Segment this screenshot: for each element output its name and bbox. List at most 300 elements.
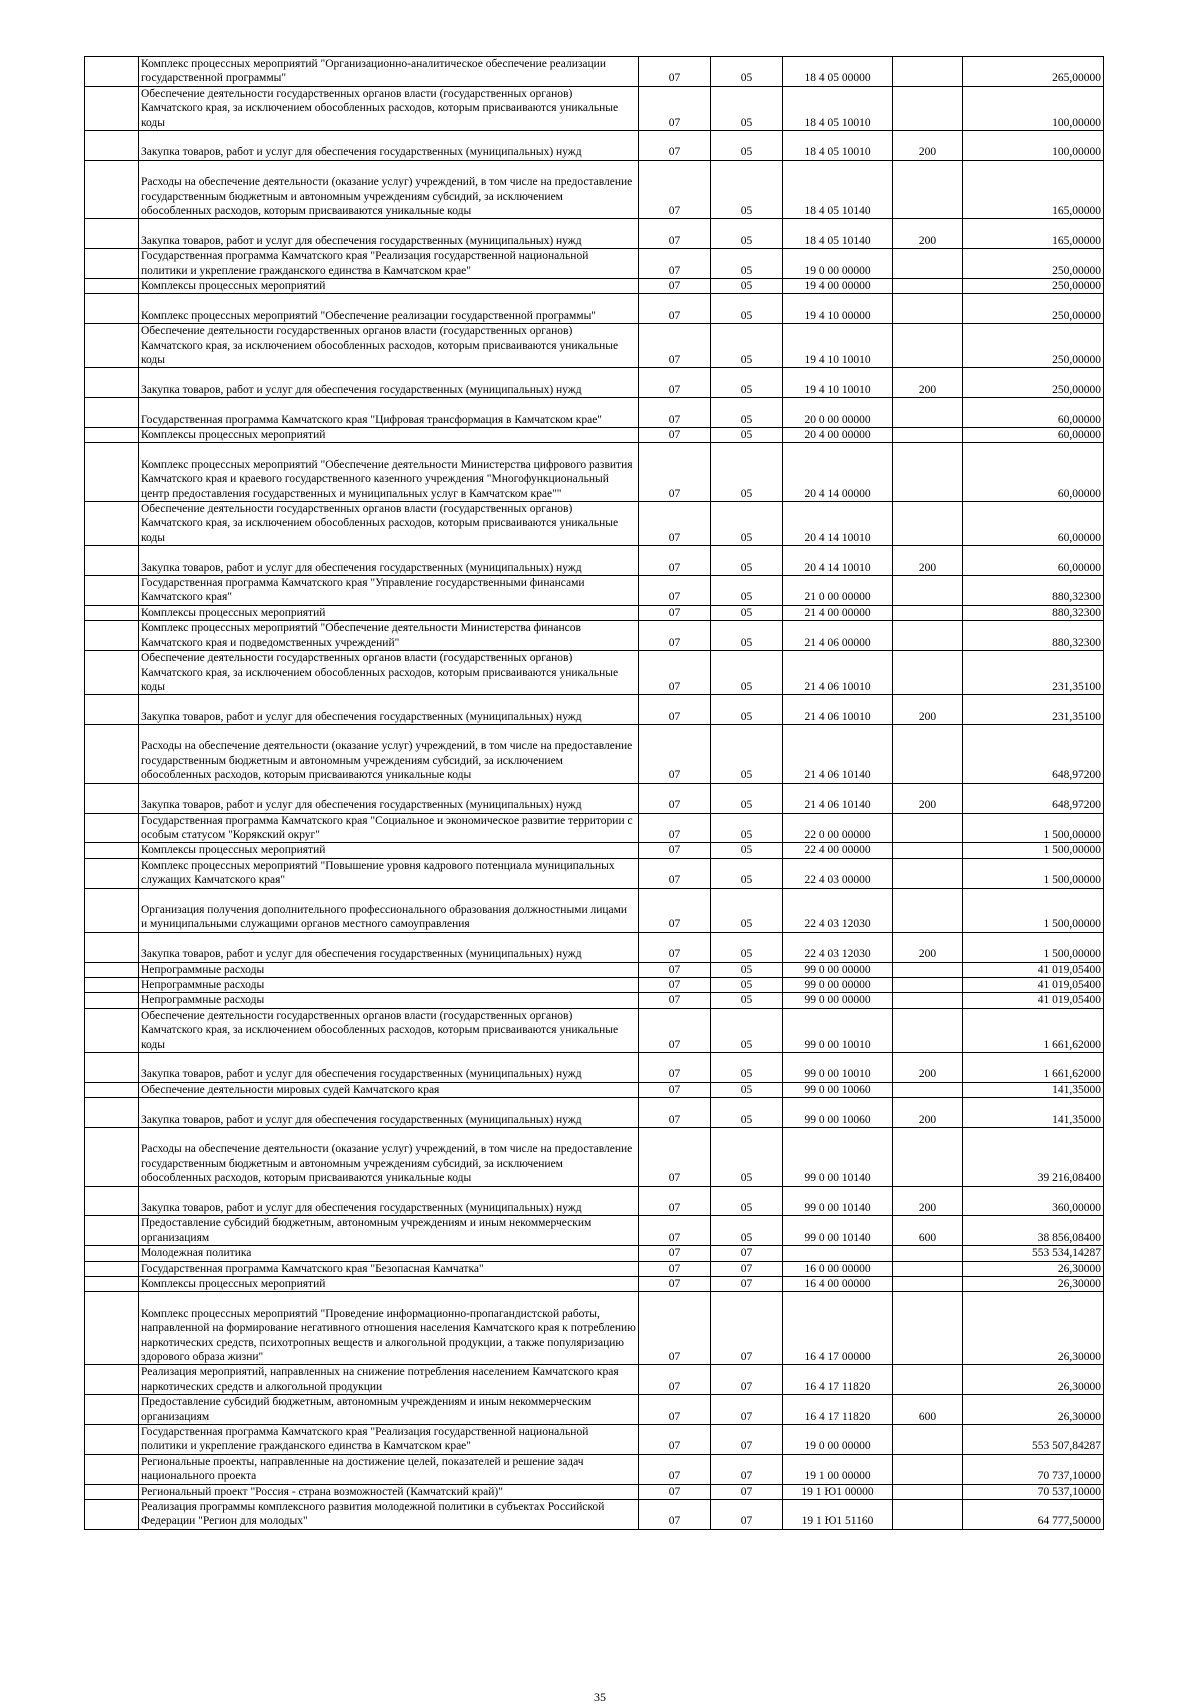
target-article-cell: 22 4 00 00000	[783, 843, 893, 858]
expense-type-cell: 200	[893, 131, 963, 161]
target-article-cell: 22 4 03 00000	[783, 858, 893, 888]
subsection-code-cell: 05	[711, 324, 783, 368]
section-code-cell: 07	[639, 502, 711, 546]
subsection-code-cell: 05	[711, 932, 783, 962]
target-article-cell: 22 0 00 00000	[783, 813, 893, 843]
target-article-cell: 99 0 00 10010	[783, 1052, 893, 1082]
section-code-cell: 07	[639, 279, 711, 294]
expense-name-cell: Комплекс процессных мероприятий "Обеспечение деятельности Министерства цифрового развития Камчатского края и краевого государственного казенного учреждения "Многофункциональный центр предоставления государственных и муниципальных услуг в Камчатском крае""	[139, 443, 639, 502]
target-article-cell: 16 4 17 11820	[783, 1395, 893, 1425]
expense-name-cell: Комплекс процессных мероприятий "Обеспечение реализации государственной программы"	[139, 294, 639, 324]
target-article-cell: 99 0 00 10010	[783, 1008, 893, 1052]
row-number-cell	[85, 783, 139, 813]
subsection-code-cell: 05	[711, 160, 783, 219]
row-number-cell	[85, 1261, 139, 1276]
row-number-cell	[85, 86, 139, 130]
expense-name-cell: Предоставление субсидий бюджетным, автономным учреждениям и иным некоммерческим организациям	[139, 1216, 639, 1246]
expense-name-cell: Молодежная политика	[139, 1246, 639, 1261]
page-number: 35	[594, 1690, 606, 1704]
amount-cell: 165,00000	[963, 219, 1104, 249]
amount-cell: 41 019,05400	[963, 977, 1104, 992]
target-article-cell: 19 4 10 10010	[783, 324, 893, 368]
table-row	[85, 1052, 1104, 1082]
row-number-cell	[85, 428, 139, 443]
subsection-code-cell: 05	[711, 1098, 783, 1128]
table-row	[85, 1082, 1104, 1097]
expense-name-cell: Закупка товаров, работ и услуг для обеспечения государственных (муниципальных) нужд	[139, 1052, 639, 1082]
section-code-cell: 07	[639, 858, 711, 888]
expense-type-cell	[893, 888, 963, 932]
expense-type-cell	[893, 651, 963, 695]
amount-cell: 250,00000	[963, 368, 1104, 398]
table-row	[85, 1425, 1104, 1455]
target-article-cell: 16 0 00 00000	[783, 1261, 893, 1276]
target-article-cell: 16 4 17 00000	[783, 1292, 893, 1365]
amount-cell: 141,35000	[963, 1082, 1104, 1097]
section-code-cell: 07	[639, 576, 711, 606]
subsection-code-cell: 05	[711, 813, 783, 843]
subsection-code-cell: 05	[711, 294, 783, 324]
amount-cell: 26,30000	[963, 1276, 1104, 1291]
expense-type-cell: 600	[893, 1216, 963, 1246]
subsection-code-cell: 05	[711, 1082, 783, 1097]
expense-name-cell: Закупка товаров, работ и услуг для обеспечения государственных (муниципальных) нужд	[139, 1098, 639, 1128]
expense-name-cell: Непрограммные расходы	[139, 993, 639, 1008]
table-row	[85, 1454, 1104, 1484]
target-article-cell: 20 4 14 10010	[783, 502, 893, 546]
target-article-cell	[783, 1246, 893, 1261]
amount-cell: 60,00000	[963, 546, 1104, 576]
target-article-cell: 99 0 00 00000	[783, 962, 893, 977]
expense-type-cell	[893, 858, 963, 888]
amount-cell: 880,32300	[963, 621, 1104, 651]
expense-type-cell	[893, 1276, 963, 1291]
section-code-cell: 07	[639, 962, 711, 977]
target-article-cell: 99 0 00 10060	[783, 1098, 893, 1128]
amount-cell: 1 500,00000	[963, 813, 1104, 843]
table-row	[85, 249, 1104, 279]
target-article-cell: 20 4 14 00000	[783, 443, 893, 502]
expense-type-cell	[893, 324, 963, 368]
table-row	[85, 977, 1104, 992]
row-number-cell	[85, 1216, 139, 1246]
table-row	[85, 428, 1104, 443]
amount-cell: 38 856,08400	[963, 1216, 1104, 1246]
section-code-cell: 07	[639, 1276, 711, 1291]
subsection-code-cell: 05	[711, 1186, 783, 1216]
amount-cell: 60,00000	[963, 398, 1104, 428]
expense-name-cell: Государственная программа Камчатского края "Реализация государственной национальной политики и укрепление гражданского единства в Камчатском крае"	[139, 1425, 639, 1455]
row-number-cell	[85, 621, 139, 651]
row-number-cell	[85, 1186, 139, 1216]
table-row	[85, 1127, 1104, 1186]
target-article-cell: 21 4 00 00000	[783, 605, 893, 620]
row-number-cell	[85, 57, 139, 87]
expense-name-cell: Обеспечение деятельности государственных органов власти (государственных органов) Камчатского края, за исключением обособленных расходов, которым присваиваются уникальные коды	[139, 651, 639, 695]
table-row	[85, 993, 1104, 1008]
expense-type-cell: 200	[893, 546, 963, 576]
expense-name-cell: Расходы на обеспечение деятельности (оказание услуг) учреждений, в том числе на предоставление государственным бюджетным и автономным учреждениям субсидий, за исключением обособленных расходов, которым присваиваются уникальные коды	[139, 1127, 639, 1186]
target-article-cell: 19 0 00 00000	[783, 1425, 893, 1455]
table-row	[85, 443, 1104, 502]
expense-type-cell	[893, 502, 963, 546]
section-code-cell: 07	[639, 977, 711, 992]
row-number-cell	[85, 1292, 139, 1365]
section-code-cell: 07	[639, 443, 711, 502]
target-article-cell: 99 0 00 10140	[783, 1186, 893, 1216]
section-code-cell: 07	[639, 1454, 711, 1484]
subsection-code-cell: 05	[711, 977, 783, 992]
expense-type-cell	[893, 1365, 963, 1395]
amount-cell: 250,00000	[963, 279, 1104, 294]
expense-name-cell: Расходы на обеспечение деятельности (оказание услуг) учреждений, в том числе на предоставление государственным бюджетным и автономным учреждениям субсидий, за исключением обособленных расходов, которым присваиваются уникальные коды	[139, 160, 639, 219]
section-code-cell: 07	[639, 621, 711, 651]
amount-cell: 250,00000	[963, 294, 1104, 324]
expense-name-cell: Предоставление субсидий бюджетным, автономным учреждениям и иным некоммерческим организациям	[139, 1395, 639, 1425]
amount-cell: 26,30000	[963, 1395, 1104, 1425]
expense-type-cell	[893, 843, 963, 858]
amount-cell: 553 507,84287	[963, 1425, 1104, 1455]
subsection-code-cell: 05	[711, 443, 783, 502]
table-row	[85, 858, 1104, 888]
table-row	[85, 695, 1104, 725]
amount-cell: 553 534,14287	[963, 1246, 1104, 1261]
section-code-cell: 07	[639, 605, 711, 620]
amount-cell: 26,30000	[963, 1292, 1104, 1365]
section-code-cell: 07	[639, 888, 711, 932]
section-code-cell: 07	[639, 131, 711, 161]
row-number-cell	[85, 605, 139, 620]
expense-name-cell: Обеспечение деятельности мировых судей Камчатского края	[139, 1082, 639, 1097]
section-code-cell: 07	[639, 1365, 711, 1395]
expense-name-cell: Обеспечение деятельности государственных органов власти (государственных органов) Камчатского края, за исключением обособленных расходов, которым присваиваются уникальные коды	[139, 502, 639, 546]
table-row	[85, 398, 1104, 428]
table-row	[85, 279, 1104, 294]
row-number-cell	[85, 279, 139, 294]
target-article-cell: 16 4 00 00000	[783, 1276, 893, 1291]
target-article-cell: 21 4 06 10140	[783, 725, 893, 784]
table-row	[85, 605, 1104, 620]
expense-type-cell	[893, 993, 963, 1008]
row-number-cell	[85, 1052, 139, 1082]
subsection-code-cell: 05	[711, 428, 783, 443]
subsection-code-cell: 07	[711, 1484, 783, 1499]
subsection-code-cell: 05	[711, 1052, 783, 1082]
target-article-cell: 21 0 00 00000	[783, 576, 893, 606]
subsection-code-cell: 05	[711, 279, 783, 294]
table-row	[85, 86, 1104, 130]
subsection-code-cell: 07	[711, 1454, 783, 1484]
table-row	[85, 1395, 1104, 1425]
expense-type-cell: 200	[893, 1052, 963, 1082]
subsection-code-cell: 05	[711, 249, 783, 279]
subsection-code-cell: 07	[711, 1261, 783, 1276]
subsection-code-cell: 05	[711, 1127, 783, 1186]
table-row	[85, 160, 1104, 219]
expense-name-cell: Государственная программа Камчатского края "Социальное и экономическое развитие территории с особым статусом "Корякский округ"	[139, 813, 639, 843]
subsection-code-cell: 05	[711, 1216, 783, 1246]
expense-type-cell	[893, 160, 963, 219]
section-code-cell: 07	[639, 1246, 711, 1261]
subsection-code-cell: 05	[711, 783, 783, 813]
expense-name-cell: Комплексы процессных мероприятий	[139, 605, 639, 620]
expense-type-cell	[893, 1246, 963, 1261]
row-number-cell	[85, 993, 139, 1008]
expense-type-cell	[893, 621, 963, 651]
subsection-code-cell: 05	[711, 993, 783, 1008]
row-number-cell	[85, 962, 139, 977]
amount-cell: 70 537,10000	[963, 1484, 1104, 1499]
table-row	[85, 57, 1104, 87]
target-article-cell: 18 4 05 00000	[783, 57, 893, 87]
expense-type-cell: 200	[893, 695, 963, 725]
row-number-cell	[85, 977, 139, 992]
amount-cell: 39 216,08400	[963, 1127, 1104, 1186]
row-number-cell	[85, 1098, 139, 1128]
expense-type-cell	[893, 294, 963, 324]
amount-cell: 60,00000	[963, 502, 1104, 546]
subsection-code-cell: 05	[711, 1008, 783, 1052]
expense-name-cell: Государственная программа Камчатского края "Цифровая трансформация в Камчатском крае"	[139, 398, 639, 428]
target-article-cell: 21 4 06 10140	[783, 783, 893, 813]
expense-type-cell: 200	[893, 1186, 963, 1216]
expense-type-cell	[893, 1484, 963, 1499]
expense-type-cell	[893, 86, 963, 130]
table-row	[85, 576, 1104, 606]
table-row	[85, 725, 1104, 784]
expense-name-cell: Расходы на обеспечение деятельности (оказание услуг) учреждений, в том числе на предоставление государственным бюджетным и автономным учреждениям субсидий, за исключением обособленных расходов, которым присваиваются уникальные коды	[139, 725, 639, 784]
target-article-cell: 16 4 17 11820	[783, 1365, 893, 1395]
subsection-code-cell: 05	[711, 651, 783, 695]
table-row	[85, 219, 1104, 249]
section-code-cell: 07	[639, 843, 711, 858]
section-code-cell: 07	[639, 651, 711, 695]
section-code-cell: 07	[639, 1261, 711, 1276]
table-row	[85, 1008, 1104, 1052]
table-row	[85, 783, 1104, 813]
target-article-cell: 19 4 00 00000	[783, 279, 893, 294]
section-code-cell: 07	[639, 1292, 711, 1365]
amount-cell: 648,97200	[963, 783, 1104, 813]
target-article-cell: 19 0 00 00000	[783, 249, 893, 279]
table-row	[85, 888, 1104, 932]
expense-type-cell	[893, 1425, 963, 1455]
expense-name-cell: Комплексы процессных мероприятий	[139, 1276, 639, 1291]
expense-type-cell	[893, 977, 963, 992]
target-article-cell: 19 1 Ю1 51160	[783, 1500, 893, 1530]
expense-name-cell: Государственная программа Камчатского края "Управление государственными финансами Камчатского края"	[139, 576, 639, 606]
target-article-cell: 22 4 03 12030	[783, 932, 893, 962]
expense-name-cell: Закупка товаров, работ и услуг для обеспечения государственных (муниципальных) нужд	[139, 695, 639, 725]
target-article-cell: 20 4 00 00000	[783, 428, 893, 443]
subsection-code-cell: 07	[711, 1246, 783, 1261]
expense-type-cell	[893, 1261, 963, 1276]
subsection-code-cell: 07	[711, 1425, 783, 1455]
row-number-cell	[85, 219, 139, 249]
subsection-code-cell: 05	[711, 725, 783, 784]
budget-table-body	[85, 57, 1104, 1530]
table-row	[85, 1365, 1104, 1395]
expense-type-cell	[893, 1292, 963, 1365]
expense-type-cell	[893, 1082, 963, 1097]
amount-cell: 1 661,62000	[963, 1052, 1104, 1082]
table-row	[85, 1098, 1104, 1128]
subsection-code-cell: 05	[711, 502, 783, 546]
row-number-cell	[85, 1484, 139, 1499]
table-row	[85, 813, 1104, 843]
row-number-cell	[85, 813, 139, 843]
subsection-code-cell: 07	[711, 1292, 783, 1365]
expense-name-cell: Непрограммные расходы	[139, 977, 639, 992]
subsection-code-cell: 05	[711, 576, 783, 606]
row-number-cell	[85, 695, 139, 725]
table-row	[85, 932, 1104, 962]
section-code-cell: 07	[639, 783, 711, 813]
row-number-cell	[85, 1127, 139, 1186]
amount-cell: 64 777,50000	[963, 1500, 1104, 1530]
row-number-cell	[85, 398, 139, 428]
row-number-cell	[85, 1425, 139, 1455]
row-number-cell	[85, 1365, 139, 1395]
target-article-cell: 18 4 05 10010	[783, 86, 893, 130]
subsection-code-cell: 05	[711, 219, 783, 249]
amount-cell: 265,00000	[963, 57, 1104, 87]
expense-name-cell: Региональные проекты, направленные на достижение целей, показателей и решение задач национального проекта	[139, 1454, 639, 1484]
expense-name-cell: Комплекс процессных мероприятий "Проведение информационно-пропагандистской работы, направленной на формирование негативного отношения населения Камчатского края к потреблению наркотических средств, психотропных веществ и алкогольной продукции, а также популяризацию здорового образа жизни"	[139, 1292, 639, 1365]
target-article-cell: 99 0 00 10060	[783, 1082, 893, 1097]
target-article-cell: 19 4 10 00000	[783, 294, 893, 324]
table-row	[85, 962, 1104, 977]
amount-cell: 165,00000	[963, 160, 1104, 219]
subsection-code-cell: 05	[711, 368, 783, 398]
section-code-cell: 07	[639, 1484, 711, 1499]
expense-name-cell: Закупка товаров, работ и услуг для обеспечения государственных (муниципальных) нужд	[139, 932, 639, 962]
budget-table	[84, 56, 1104, 1530]
expense-name-cell: Закупка товаров, работ и услуг для обеспечения государственных (муниципальных) нужд	[139, 546, 639, 576]
section-code-cell: 07	[639, 1098, 711, 1128]
row-number-cell	[85, 843, 139, 858]
expense-type-cell	[893, 398, 963, 428]
table-row	[85, 1500, 1104, 1530]
section-code-cell: 07	[639, 86, 711, 130]
expense-name-cell: Закупка товаров, работ и услуг для обеспечения государственных (муниципальных) нужд	[139, 783, 639, 813]
expense-type-cell	[893, 1454, 963, 1484]
row-number-cell	[85, 443, 139, 502]
expense-name-cell: Непрограммные расходы	[139, 962, 639, 977]
table-row	[85, 651, 1104, 695]
target-article-cell: 18 4 05 10010	[783, 131, 893, 161]
expense-type-cell	[893, 813, 963, 843]
row-number-cell	[85, 324, 139, 368]
row-number-cell	[85, 1500, 139, 1530]
expense-name-cell: Государственная программа Камчатского края "Реализация государственной национальной политики и укрепление гражданского единства в Камчатском крае"	[139, 249, 639, 279]
expense-name-cell: Комплексы процессных мероприятий	[139, 279, 639, 294]
expense-type-cell	[893, 57, 963, 87]
section-code-cell: 07	[639, 1008, 711, 1052]
expense-type-cell: 200	[893, 783, 963, 813]
expense-type-cell	[893, 725, 963, 784]
expense-type-cell	[893, 1008, 963, 1052]
expense-name-cell: Закупка товаров, работ и услуг для обеспечения государственных (муниципальных) нужд	[139, 131, 639, 161]
target-article-cell: 22 4 03 12030	[783, 888, 893, 932]
table-row	[85, 294, 1104, 324]
section-code-cell: 07	[639, 725, 711, 784]
target-article-cell: 18 4 05 10140	[783, 160, 893, 219]
target-article-cell: 21 4 06 00000	[783, 621, 893, 651]
table-row	[85, 1276, 1104, 1291]
row-number-cell	[85, 1082, 139, 1097]
amount-cell: 41 019,05400	[963, 962, 1104, 977]
row-number-cell	[85, 131, 139, 161]
table-row	[85, 621, 1104, 651]
section-code-cell: 07	[639, 398, 711, 428]
expense-type-cell: 200	[893, 219, 963, 249]
section-code-cell: 07	[639, 1425, 711, 1455]
amount-cell: 100,00000	[963, 131, 1104, 161]
expense-type-cell: 200	[893, 1098, 963, 1128]
expense-name-cell: Государственная программа Камчатского края "Безопасная Камчатка"	[139, 1261, 639, 1276]
row-number-cell	[85, 1395, 139, 1425]
subsection-code-cell: 05	[711, 695, 783, 725]
subsection-code-cell: 05	[711, 86, 783, 130]
amount-cell: 1 500,00000	[963, 858, 1104, 888]
amount-cell: 231,35100	[963, 695, 1104, 725]
expense-name-cell: Комплексы процессных мероприятий	[139, 843, 639, 858]
amount-cell: 1 500,00000	[963, 932, 1104, 962]
expense-type-cell	[893, 1127, 963, 1186]
subsection-code-cell: 07	[711, 1365, 783, 1395]
target-article-cell: 99 0 00 10140	[783, 1127, 893, 1186]
expense-type-cell	[893, 279, 963, 294]
section-code-cell: 07	[639, 546, 711, 576]
table-row	[85, 324, 1104, 368]
subsection-code-cell: 05	[711, 888, 783, 932]
table-row	[85, 1484, 1104, 1499]
table-row	[85, 368, 1104, 398]
subsection-code-cell: 05	[711, 57, 783, 87]
row-number-cell	[85, 1454, 139, 1484]
subsection-code-cell: 05	[711, 858, 783, 888]
row-number-cell	[85, 249, 139, 279]
section-code-cell: 07	[639, 1082, 711, 1097]
section-code-cell: 07	[639, 249, 711, 279]
section-code-cell: 07	[639, 1216, 711, 1246]
subsection-code-cell: 05	[711, 843, 783, 858]
target-article-cell: 99 0 00 10140	[783, 1216, 893, 1246]
amount-cell: 231,35100	[963, 651, 1104, 695]
target-article-cell: 21 4 06 10010	[783, 695, 893, 725]
amount-cell: 60,00000	[963, 428, 1104, 443]
expense-name-cell: Комплексы процессных мероприятий	[139, 428, 639, 443]
subsection-code-cell: 07	[711, 1395, 783, 1425]
expense-name-cell: Закупка товаров, работ и услуг для обеспечения государственных (муниципальных) нужд	[139, 219, 639, 249]
expense-name-cell: Обеспечение деятельности государственных органов власти (государственных органов) Камчатского края, за исключением обособленных расходов, которым присваиваются уникальные коды	[139, 1008, 639, 1052]
section-code-cell: 07	[639, 57, 711, 87]
expense-name-cell: Обеспечение деятельности государственных органов власти (государственных органов) Камчатского края, за исключением обособленных расходов, которым присваиваются уникальные коды	[139, 86, 639, 130]
section-code-cell: 07	[639, 1052, 711, 1082]
section-code-cell: 07	[639, 160, 711, 219]
table-row	[85, 502, 1104, 546]
row-number-cell	[85, 1246, 139, 1261]
table-row	[85, 1292, 1104, 1365]
target-article-cell: 19 1 00 00000	[783, 1454, 893, 1484]
expense-type-cell	[893, 249, 963, 279]
row-number-cell	[85, 576, 139, 606]
expense-type-cell	[893, 962, 963, 977]
row-number-cell	[85, 546, 139, 576]
expense-type-cell	[893, 1500, 963, 1530]
amount-cell: 1 500,00000	[963, 843, 1104, 858]
